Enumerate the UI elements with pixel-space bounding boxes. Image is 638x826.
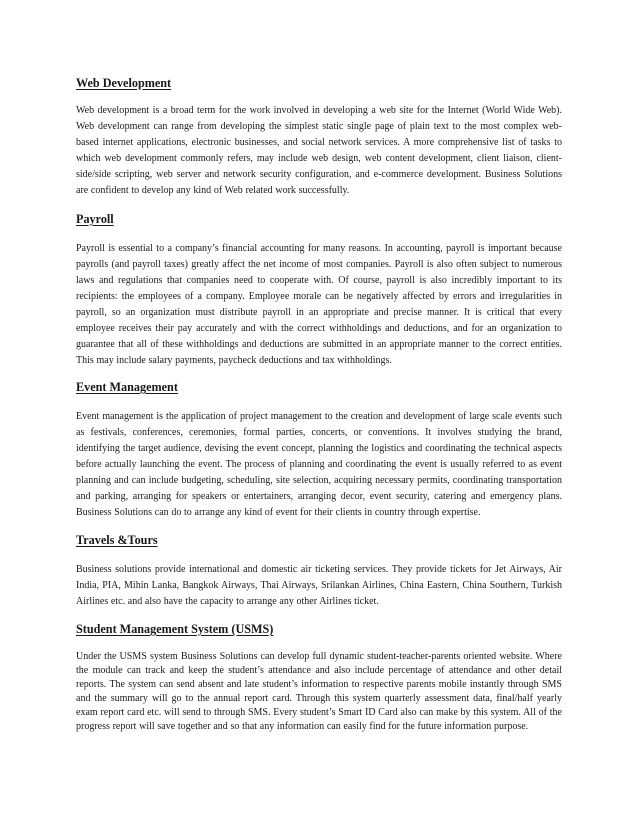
section-body: Event management is the application of project management to the creation and development of large scale events such as festivals, conferences, ceremonies, formal parties, concerts, or conventions. It involves studying the brand, identifying the target audience, devising the event concept, planning the logistics and coordinating the technical aspects before actually launching the event. The process of planning and coordinating the event is usually referred to as event planning and can include budgeting, scheduling, site selection, acquiring necessary permits, coordinating transportation and parking, arranging for speakers or entertainers, arranging decor, event security, catering and emergency plans. Business Solutions can do to arrange any kind of event for their clients in country through expertise. — [76, 411, 562, 518]
section-heading: Student Management System (USMS) — [76, 622, 274, 636]
section-body: Under the USMS system Business Solutions can develop full dynamic student-teacher-parents oriented website. Where the module can track and keep the student’s attendance and also include percentage of attendance and other detail reports. The system can send absent and late student’s information to respective parents mobile instantly through SMS and the summary will go to the annual report card. Through this system quarterly assessment data, final/half yearly exam report card etc. will send to through SMS. Every student’s Smart ID Card also can make by this system. All of the progress report will save together and so that any information can easily find for the future information purpose. — [76, 651, 562, 732]
section-heading: Payroll — [76, 212, 114, 226]
section-body: Business solutions provide international and domestic air ticketing services. They provide tickets for Jet Airways, Air India, PIA, Mihin Lanka, Bangkok Airways, Thai Airways, Srilankan Airlines, China Eastern, China Southern, Turkish Airlines etc. and also have the capacity to arrange any other Airlines ticket. — [76, 564, 562, 607]
section-heading: Travels &Tours — [76, 533, 158, 547]
section-payroll — [76, 211, 562, 369]
section-travels-tours — [76, 532, 562, 610]
section-body: Web development is a broad term for the work involved in developing a web site for the Internet (World Wide Web). Web development can range from developing the simplest static single page of plain text to the most complex web-based internet applications, electronic businesses, and social network services. A more comprehensive list of tasks to which web development commonly refers, may include web design, web content development, client liaison, client-side/side scripting, web server and network security configuration, and e-commerce development. Business Solutions are confident to develop any kind of Web related work successfully. — [76, 105, 562, 196]
section-web-development — [76, 75, 562, 199]
section-heading: Web Development — [76, 76, 172, 90]
section-event-management — [76, 379, 562, 521]
section-body: Payroll is essential to a company’s financial accounting for many reasons. In accounting, payroll is important because payrolls (and payroll taxes) greatly affect the net income of most companies. Payroll is also often subject to numerous laws and regulations that companies need to cooperate with. Of course, payroll is also incredibly important to its recipients: the employees of a company. Employee morale can be negatively affected by errors and irregularities in payroll, so an organization must distribute payroll in an appropriate and precise manner. It is critical that every employee receives their pay accurately and with the correct withholdings and deductions, and for an organization to guarantee that all of these withholdings and deductions are submitted in an appropriate manner to the correct entities. This may include salary payments, paycheck deductions and tax withholdings. — [76, 243, 562, 366]
section-student-management-system — [76, 621, 562, 734]
section-heading: Event Management — [76, 380, 178, 394]
document-page — [76, 72, 562, 734]
